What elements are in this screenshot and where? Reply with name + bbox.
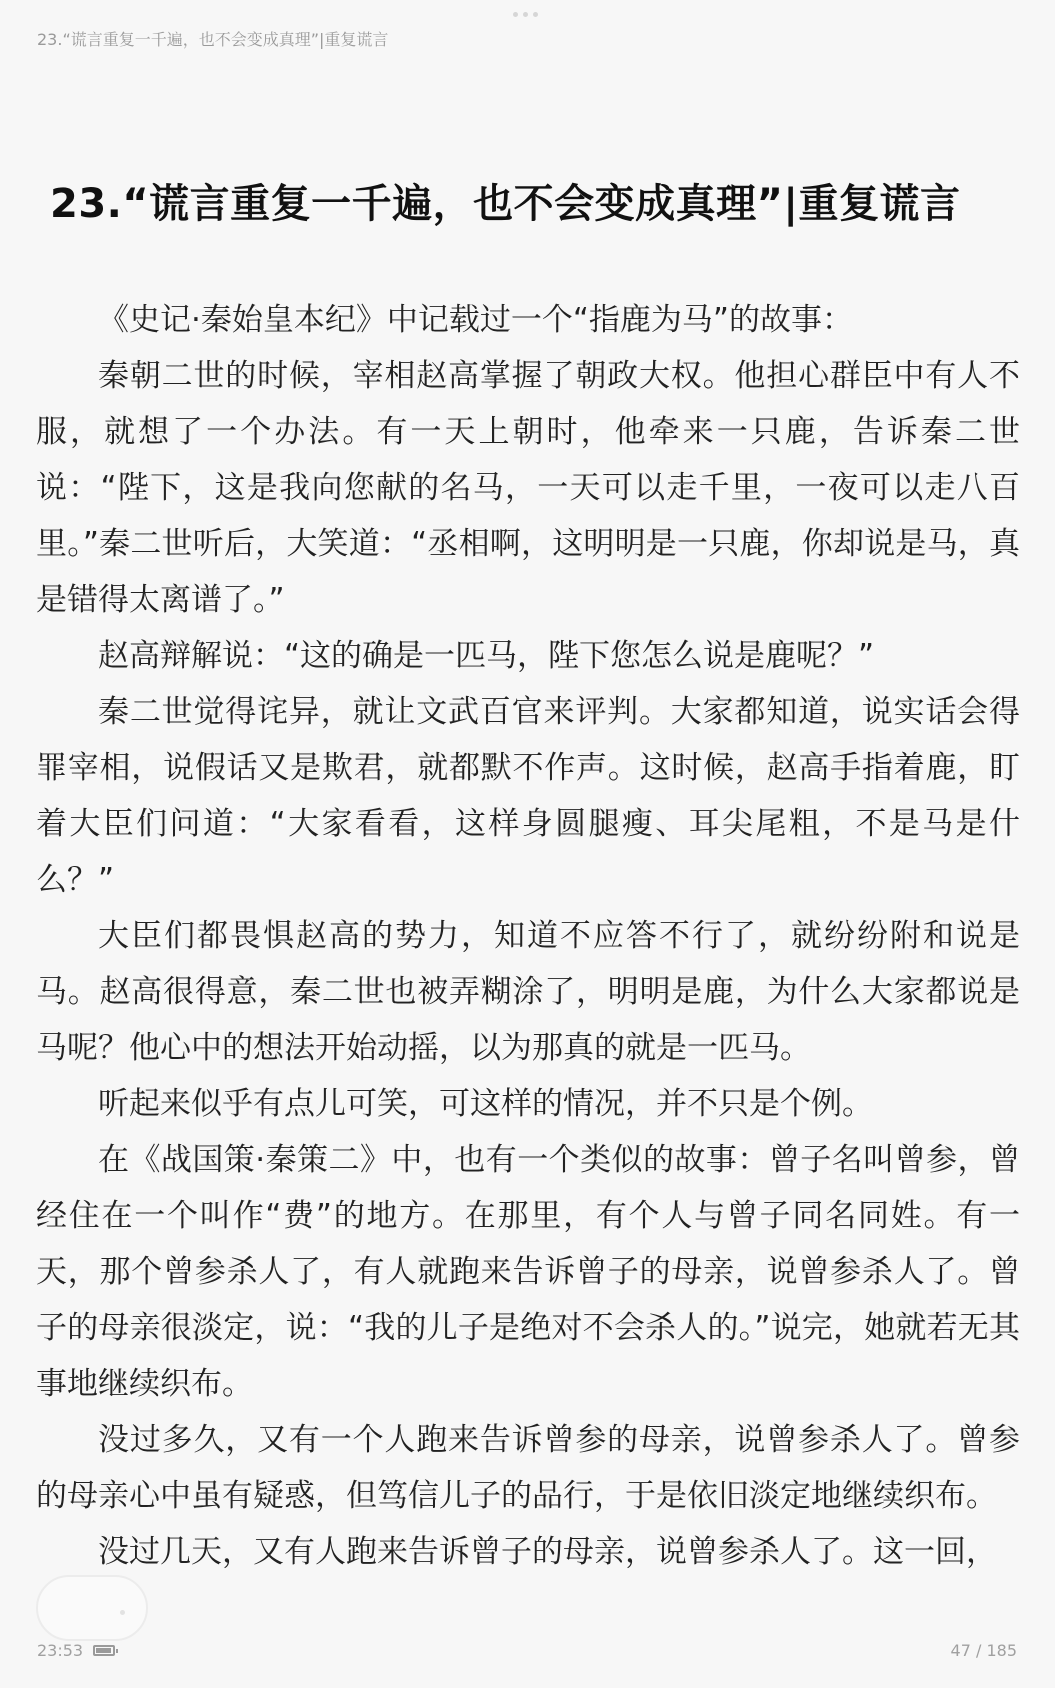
paragraph: 《史记·秦始皇本纪》中记载过一个“指鹿为马”的故事： (98, 302, 853, 338)
page-indicator: 47 / 185 (950, 1641, 1017, 1660)
paragraph: 赵高辩解说：“这的确是一匹马，陛下您怎么说是鹿呢？” (98, 638, 875, 674)
chapter-title: 23.“谎言重复一千遍，也不会变成真理”|重复谎言 (50, 181, 961, 227)
reader-status-bar (0, 1636, 1055, 1666)
reader-top-bar (0, 0, 1055, 70)
running-header: 23.“谎言重复一千遍，也不会变成真理”|重复谎言 (37, 30, 389, 49)
floating-ball-dot (120, 1610, 125, 1615)
battery-icon (93, 1645, 115, 1656)
floating-ball-icon[interactable] (36, 1575, 148, 1641)
paragraph: 大臣们都畏惧赵高的势力，知道不应答不行了，就纷纷附和说是马。赵高很得意，秦二世也被弄糊涂了，明明是鹿，为什么大家都说是马呢？他心中的想法开始动摇，以为那真的就是一匹马。 (36, 918, 1020, 1066)
paragraph: 秦朝二世的时候，宰相赵高掌握了朝政大权。他担心群臣中有人不服，就想了一个办法。有一天上朝时，他牵来一只鹿，告诉秦二世说：“陛下，这是我向您献的名马，一天可以走千里，一夜可以走八百里。”秦二世听后，大笑道：“丞相啊，这明明是一只鹿，你却说是马，真是错得太离谱了。” (36, 358, 1020, 618)
paragraph: 秦二世觉得诧异，就让文武百官来评判。大家都知道，说实话会得罪宰相，说假话又是欺君，就都默不作声。这时候，赵高手指着鹿，盯着大臣们问道：“大家看看，这样身圆腿瘦、耳尖尾粗，不是马是什么？” (36, 694, 1020, 898)
dot-1 (513, 12, 518, 17)
paragraph: 在《战国策·秦策二》中，也有一个类似的故事：曾子名叫曾参，曾经住在一个叫作“费”的地方。在那里，有个人与曾子同名同姓。有一天，那个曾参杀人了，有人就跑来告诉曾子的母亲，说曾参杀人了。曾子的母亲很淡定，说：“我的儿子是绝对不会杀人的。”说完，她就若无其事地继续织布。 (36, 1142, 1020, 1402)
clock: 23:53 (37, 1641, 84, 1660)
more-dots-icon[interactable] (513, 12, 538, 17)
dot-2 (523, 12, 528, 17)
dot-3 (533, 12, 538, 17)
paragraph: 没过多久，又有一个人跑来告诉曾参的母亲，说曾参杀人了。曾参的母亲心中虽有疑惑，但笃信儿子的品行，于是依旧淡定地继续织布。 (36, 1422, 1020, 1514)
paragraph: 没过几天，又有人跑来告诉曾子的母亲，说曾参杀人了。这一回， (98, 1534, 997, 1570)
paragraph: 听起来似乎有点儿可笑，可这样的情况，并不只是个例。 (98, 1086, 873, 1122)
chapter-body (36, 292, 1020, 1580)
